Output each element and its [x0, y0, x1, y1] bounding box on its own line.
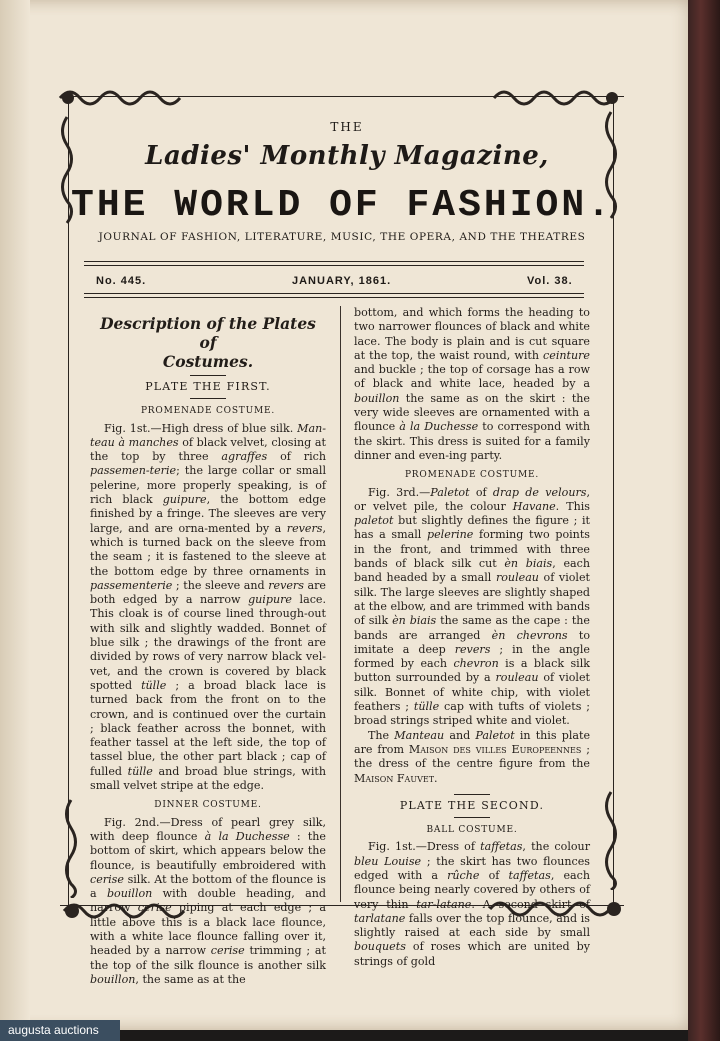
- body-text: to imitate a deep: [354, 628, 591, 656]
- emphasis-text: guipure: [248, 593, 292, 607]
- emphasis-text: tülle: [413, 700, 440, 714]
- emphasis-text: èn chevrons: [491, 628, 568, 642]
- emphasis-text: bouillon: [354, 391, 400, 405]
- paragraph-makers: [354, 729, 590, 786]
- masthead-rule-top-2: [84, 265, 584, 266]
- plate-heading: PLATE THE FIRST.: [145, 380, 271, 393]
- body-text: : the bottom of skirt, which appears below the flounce, is beautifully embroidered with: [90, 829, 326, 872]
- ornament-left-bottom-vertical-icon: [60, 798, 82, 898]
- body-text: ; the dress of the centre figure from the: [354, 742, 590, 771]
- body-text: , the bottom edge finished by a fringe. The sleeves are very large, and are orna-mented by a: [90, 493, 326, 535]
- emphasis-text: Manteau: [394, 728, 445, 742]
- paragraph-fig3: [354, 486, 590, 729]
- body-text: lace. This cloak is of course lined through-out with silk and slightly wadded. Bonnet of blue silk ; the drawings of the front are divided by rows of very narrow black vel-vet, and the crown is covered by black spotted: [90, 593, 326, 692]
- emphasis-text: revers: [454, 642, 491, 656]
- emphasis-text: passementerie: [90, 578, 173, 592]
- body-text: , or velvet pile, the colour: [354, 485, 590, 513]
- masthead-the: THE: [330, 120, 364, 134]
- issue-number: No. 445.: [96, 275, 147, 287]
- body-text: bottom, and which forms the heading to two narrower flounces of black and white lace. The body is plain and is cut square at the top, the waist round, with: [354, 306, 590, 362]
- emphasis-text: revers: [268, 578, 304, 592]
- section-rule: [454, 794, 490, 795]
- body-text: Fig. 1st.—High dress of blue silk.: [104, 421, 298, 435]
- left-column: [90, 314, 326, 987]
- body-text: but slightly defines the figure ; it has a small: [354, 514, 590, 542]
- body-text: are both edged by a narrow: [90, 578, 327, 607]
- body-text: , the colour: [522, 840, 590, 854]
- body-text: and: [444, 728, 476, 742]
- emphasis-text: agraffes: [221, 450, 268, 464]
- body-text: ; a broad black lace is turned back from the front on to the crown, and is continued over the curtain ; black feather across the bonnet, with feather tassel at the left side, the top of tassel blue, the other part black ; cap of fulled: [90, 678, 326, 778]
- masthead-rule-top: [84, 261, 584, 262]
- body-text: of rich: [267, 450, 326, 464]
- body-text: of violet silk. The large sleeves are slightly shaped at the elbow, and are trimmed with bands of silk: [354, 571, 590, 628]
- body-text: ; the sleeve and: [172, 578, 269, 592]
- publication-title: THE WORLD OF FASHION.: [71, 184, 613, 227]
- body-text: in this plate are from: [354, 728, 591, 756]
- journal-subtitle: JOURNAL OF FASHION, LITERATURE, MUSIC, THE OPERA, AND THE THEATRES: [98, 231, 586, 243]
- body-text: trimming ; at the top of the silk flounce is another silk: [90, 944, 326, 972]
- emphasis-text: guipure: [162, 493, 207, 507]
- body-text: and broad blue strings, with small velvet stripe at the edge.: [90, 764, 326, 793]
- body-text: forming two points in the front, and trimmed with three bands of black silk cut: [354, 528, 590, 571]
- emphasis-text: drap de velours: [492, 485, 587, 499]
- emphasis-text: èn biais: [392, 614, 437, 628]
- heading-rule: [190, 375, 226, 376]
- emphasis-text: tar-latane: [416, 897, 472, 911]
- body-text: Fig. 3rd.—: [368, 485, 431, 499]
- emphasis-text: pelerine: [426, 528, 474, 542]
- body-text: piping at each edge ; a little above this is a black lace flounce, with a white lace flounce falling over it, headed by a narrow: [90, 901, 326, 958]
- subheading-dinner: DINNER COSTUME.: [154, 800, 262, 811]
- body-text: of: [469, 485, 493, 499]
- emphasis-text: revers: [286, 521, 323, 535]
- body-text: cap with tufts of violets ; broad strings striped white and violet.: [354, 700, 590, 728]
- emphasis-text: èn biais: [504, 557, 553, 571]
- masthead-rule-bottom-2: [84, 297, 584, 298]
- body-text: ; in the angle formed by each: [354, 642, 590, 671]
- body-text: silk. At the bottom of the flounce is a: [90, 872, 326, 901]
- masthead-rule-bottom: [84, 293, 584, 294]
- body-text: . This: [555, 499, 591, 513]
- emphasis-text: Havane: [512, 499, 556, 513]
- paragraph-continued: [354, 306, 590, 463]
- emphasis-text: ceinture: [543, 348, 590, 362]
- emphasis-text: chevron: [453, 657, 499, 671]
- emphasis-text: bleu Louise: [354, 854, 422, 868]
- auction-watermark: augusta auctions: [0, 1020, 120, 1041]
- body-text: to correspond with the skirt. This dress is suited for a family dinner and even-ing party.: [354, 420, 590, 462]
- body-text: .: [434, 771, 438, 785]
- plate-rule-2: [454, 817, 490, 818]
- emphasis-text: à la Duchesse: [399, 420, 479, 434]
- emphasis-text: rûche: [447, 868, 480, 882]
- ornament-right-bottom-vertical-icon: [600, 790, 622, 890]
- body-text: of: [479, 868, 509, 882]
- body-text: The: [368, 728, 395, 742]
- emphasis-text: bouillon: [106, 887, 153, 901]
- emphasis-text: Maison des villes Europeennes: [408, 742, 582, 756]
- ornament-top-left-icon: [56, 86, 186, 110]
- body-text: the same as the cape : the bands are arranged: [354, 614, 590, 642]
- subheading-promenade: PROMENADE COSTUME.: [140, 406, 276, 417]
- body-text: with double heading, and narrow: [90, 887, 327, 915]
- emphasis-text: tarlatane: [354, 911, 406, 925]
- body-text: falls over the top flounce, and is slightly raised at each side by small: [354, 911, 590, 940]
- body-text: , the same as at the: [135, 972, 246, 986]
- emphasis-text: bouquets: [354, 940, 406, 954]
- paragraph-ball-fig1: [354, 840, 590, 969]
- issue-volume: Vol. 38.: [527, 275, 573, 287]
- paragraph-fig2: [90, 816, 326, 988]
- emphasis-text: passemen-terie: [90, 464, 177, 478]
- magazine-name: Ladies' Monthly Magazine,: [145, 141, 549, 171]
- body-text: Fig. 2nd.—Dress of pearl grey silk, with deep flounce: [90, 815, 326, 843]
- emphasis-text: Maison Fauvet: [354, 771, 435, 785]
- emphasis-text: cerise: [137, 901, 172, 915]
- emphasis-text: Paletot: [475, 728, 515, 742]
- body-text: ; the large collar or small pelerine, more properly speaking, is of rich black: [90, 464, 326, 507]
- ornament-top-right-icon: [490, 86, 624, 110]
- emphasis-text: cerise: [210, 944, 245, 958]
- emphasis-text: rouleau: [495, 571, 539, 585]
- column-separator: [340, 306, 341, 902]
- plate-heading-2: PLATE THE SECOND.: [399, 798, 545, 812]
- body-text: . A second skirt of: [471, 897, 590, 911]
- body-text: , each band headed by a small: [354, 557, 591, 585]
- emphasis-text: Paletot: [430, 485, 470, 499]
- body-text: , each flounce being nearly covered by others of very thin: [354, 868, 591, 911]
- emphasis-text: tülle: [127, 764, 153, 778]
- plate-rule: [190, 398, 226, 399]
- emphasis-text: rouleau: [495, 671, 539, 685]
- emphasis-text: Man-teau à manches: [90, 421, 326, 449]
- right-column: [354, 306, 590, 969]
- emphasis-text: tülle: [141, 678, 167, 692]
- emphasis-text: taffetas: [508, 868, 551, 882]
- body-text: of black velvet, closing at the top by three: [90, 435, 326, 464]
- subheading-ball: BALL COSTUME.: [426, 825, 518, 836]
- emphasis-text: taffetas: [480, 840, 523, 854]
- body-text: of roses which are united by strings of gold: [354, 940, 590, 968]
- emphasis-text: à la Duchesse: [204, 829, 290, 843]
- body-text: is a black silk button surrounded by a: [354, 657, 590, 685]
- emphasis-text: bouillon: [90, 972, 136, 986]
- section-heading: Description of the Plates of Costumes.: [100, 314, 316, 371]
- emphasis-text: paletot: [354, 514, 394, 528]
- subheading-promenade-2: PROMENADE COSTUME.: [404, 470, 540, 481]
- body-text: ; the skirt has two flounces edged with a: [354, 854, 590, 882]
- body-text: Fig. 1st.—Dress of: [368, 840, 481, 854]
- body-text: , which is turned back on the sleeve from the seam ; it is fastened to the sleeve at the bottom edge by three ornaments in: [90, 521, 326, 578]
- body-text: and buckle ; the top of corsage has a row of black and white lace, headed by a: [354, 363, 590, 391]
- issue-date: JANUARY, 1861.: [292, 275, 392, 287]
- body-text: the same as on the skirt : the very wide sleeves are ornamented with a flounce: [354, 391, 590, 434]
- emphasis-text: cerise: [90, 872, 124, 886]
- paragraph-fig1: [90, 422, 326, 794]
- body-text: of violet silk. Bonnet of white chip, with violet feathers ;: [354, 671, 590, 714]
